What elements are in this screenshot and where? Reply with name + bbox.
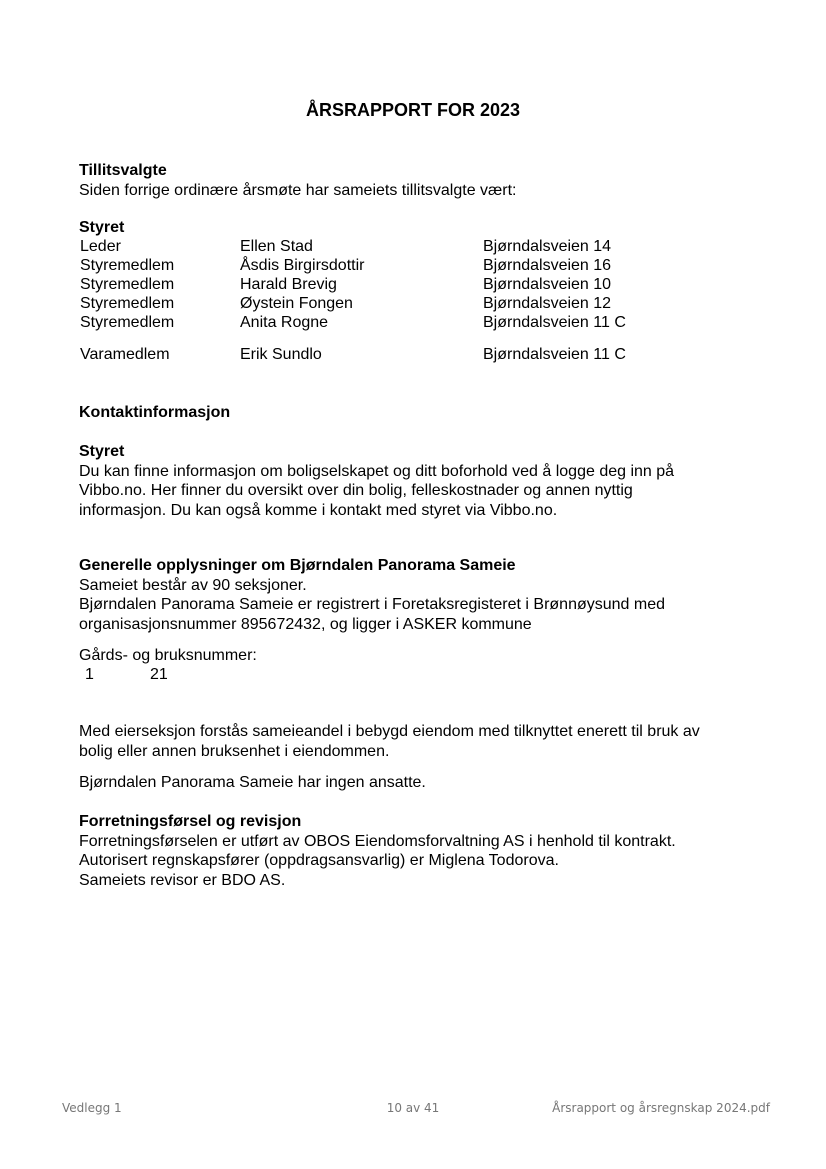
kontakt-heading: Kontaktinformasjon (79, 404, 231, 421)
kontakt-styret (79, 442, 674, 520)
member-role: Varamedlem (80, 346, 170, 363)
gnr-label-text: Gårds- og bruksnummer: (79, 647, 257, 664)
generelle-line: Sameiet består av 90 seksjoner. (79, 576, 307, 594)
generelle-section (79, 556, 665, 634)
board-member-row (0, 237, 826, 257)
member-role: Styremedlem (80, 295, 175, 312)
eierseksjon-line: Med eierseksjon forstås sameieandel i bebygd eiendom med tilknyttet enerett til bruk av (79, 723, 700, 740)
ansatte-paragraph (79, 773, 426, 793)
board-member-row (0, 256, 826, 276)
member-address: Bjørndalsveien 11 C (483, 346, 626, 363)
tillitsvalgte-heading: Tillitsvalgte (79, 162, 167, 179)
forretning-heading: Forretningsførsel og revisjon (79, 813, 302, 830)
board-member-row (0, 294, 826, 314)
forretning-section (79, 812, 676, 890)
kontakt-line: Du kan finne informasjon om boligselskapet og ditt boforhold ved å logge deg inn på (79, 462, 675, 480)
kontakt-line: informasjon. Du kan også komme i kontakt med styret via Vibbo.no. (79, 501, 558, 519)
page-title: ÅRSRAPPORT FOR 2023 (305, 100, 521, 120)
forretning-line: Autorisert regnskapsfører (oppdragsansvarlig) er Miglena Todorova. (79, 852, 559, 869)
footer-page-number: 10 av 41 (386, 1101, 440, 1115)
styret-heading (79, 218, 124, 238)
styret-heading-text: Styret (79, 219, 125, 236)
member-name: Øystein Fongen (240, 295, 353, 312)
kontakt-section (79, 403, 230, 423)
gnr-label (79, 646, 257, 666)
member-address: Bjørndalsveien 10 (483, 276, 612, 293)
member-role: Styremedlem (80, 276, 175, 293)
member-name: Anita Rogne (240, 314, 329, 331)
footer-filename: Årsrapport og årsregnskap 2024.pdf (552, 1101, 770, 1115)
kontakt-line: Vibbo.no. Her finner du oversikt over din bolig, felleskostnader og annen nyttig (79, 482, 633, 499)
bnr-value: 21 (150, 666, 168, 683)
member-name: Åsdis Birgirsdottir (240, 257, 365, 274)
eierseksjon-paragraph (79, 722, 700, 761)
member-name: Ellen Stad (240, 238, 313, 255)
member-address: Bjørndalsveien 12 (483, 295, 612, 312)
forretning-line: Forretningsførselen er utført av OBOS Eiendomsforvaltning AS i henhold til kontrakt. (79, 832, 676, 850)
gnr-value: 1 (85, 666, 94, 683)
member-role: Styremedlem (80, 257, 175, 274)
member-role: Leder (80, 238, 121, 255)
generelle-line: organisasjonsnummer 895672432, og ligger i ASKER kommune (79, 615, 532, 633)
tillitsvalgte-section (79, 161, 517, 200)
gnr-bnr-row (0, 665, 826, 685)
kontakt-subheading: Styret (79, 443, 125, 460)
member-address: Bjørndalsveien 11 C (483, 314, 626, 331)
generelle-line: Bjørndalen Panorama Sameie er registrert i Foretaksregisteret i Brønnøysund med (79, 596, 666, 613)
board-member-row (0, 275, 826, 295)
alternate-member-row (0, 345, 826, 365)
member-name: Erik Sundlo (240, 346, 322, 363)
member-name: Harald Brevig (240, 276, 337, 293)
member-address: Bjørndalsveien 16 (483, 257, 612, 274)
member-role: Styremedlem (80, 314, 175, 331)
generelle-heading: Generelle opplysninger om Bjørndalen Panorama Sameie (79, 557, 516, 574)
ansatte-text: Bjørndalen Panorama Sameie har ingen ansatte. (79, 774, 426, 791)
footer-left: Vedlegg 1 (62, 1101, 122, 1115)
member-address: Bjørndalsveien 14 (483, 238, 612, 255)
board-member-row (0, 313, 826, 333)
forretning-line: Sameiets revisor er BDO AS. (79, 871, 286, 889)
tillitsvalgte-intro: Siden forrige ordinære årsmøte har sameiets tillitsvalgte vært: (79, 181, 517, 199)
eierseksjon-line: bolig eller annen bruksenhet i eiendommen. (79, 742, 390, 760)
